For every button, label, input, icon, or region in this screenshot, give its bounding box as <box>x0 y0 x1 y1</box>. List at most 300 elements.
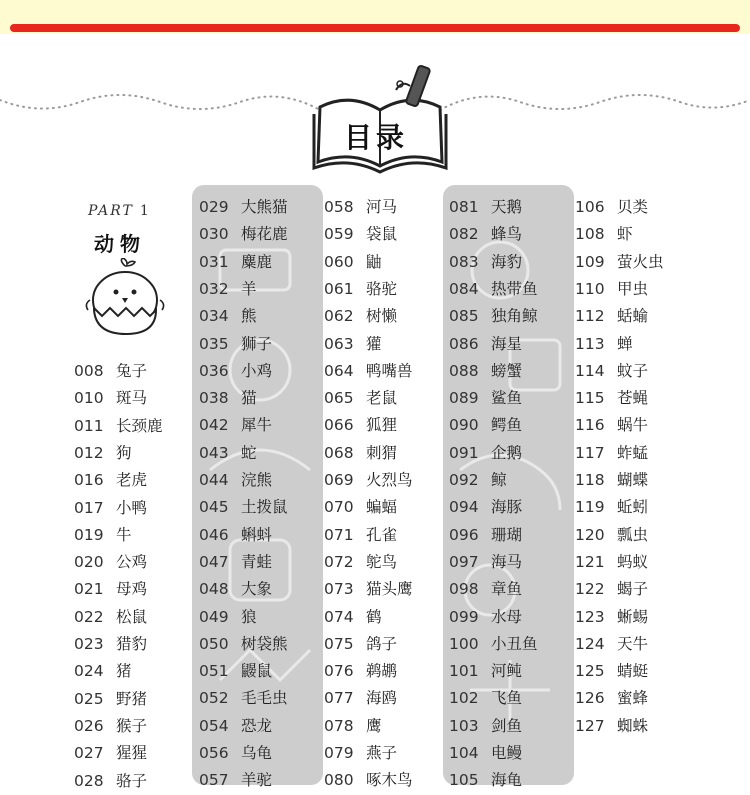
toc-entry <box>74 440 132 467</box>
toc-entry <box>575 494 648 521</box>
toc-entry <box>575 303 648 330</box>
toc-entry <box>324 576 413 603</box>
toc-page-number: 112 <box>575 307 605 326</box>
toc-entry <box>575 467 648 494</box>
toc-page-number: 102 <box>449 689 479 708</box>
toc-entry-title: 章鱼 <box>491 580 523 599</box>
toc-entry-title: 独角鲸 <box>491 307 538 326</box>
toc-entry-title: 土拨鼠 <box>241 498 288 517</box>
toc-entry-title: 猪 <box>116 662 132 681</box>
toc-page-number: 022 <box>74 607 104 626</box>
toc-entry-title: 猎豹 <box>116 635 148 653</box>
toc-entry-title: 老虎 <box>116 471 148 490</box>
toc-entry <box>74 413 163 440</box>
toc-entry <box>575 276 648 303</box>
toc-entry-title: 天鹅 <box>491 198 523 216</box>
toc-entry-title: 蜂鸟 <box>491 225 523 244</box>
toc-entry-title: 燕子 <box>366 744 398 762</box>
toc-entry <box>449 385 522 412</box>
toc-entry <box>324 713 382 740</box>
toc-page-number: 026 <box>74 716 104 735</box>
toc-entry <box>449 276 538 303</box>
toc-page-number: 050 <box>199 634 229 653</box>
toc-entry-title: 蜻蜓 <box>617 662 649 681</box>
toc-entry <box>575 221 633 248</box>
toc-entry <box>199 412 272 439</box>
toc-entry-title: 海豚 <box>491 498 523 517</box>
toc-entry <box>74 631 147 658</box>
toc-entry <box>324 604 382 631</box>
toc-page-number: 123 <box>575 607 605 626</box>
toc-entry <box>324 740 397 767</box>
toc-page-number: 086 <box>449 334 479 353</box>
toc-entry <box>575 576 648 603</box>
toc-page-number: 120 <box>575 525 605 544</box>
toc-page-number: 065 <box>324 389 354 408</box>
toc-page-number: 075 <box>324 634 354 653</box>
toc-entry <box>74 358 147 385</box>
toc-entry-title: 恐龙 <box>241 716 273 735</box>
toc-entry <box>74 385 147 412</box>
toc-page-number: 069 <box>324 471 354 489</box>
toc-entry-title: 蝎子 <box>617 580 649 599</box>
toc-page-number: 068 <box>324 443 354 462</box>
toc-entry <box>575 549 648 576</box>
toc-entry-title: 瓢虫 <box>617 525 649 544</box>
toc-entry-title: 松鼠 <box>116 607 148 626</box>
toc-entry <box>324 194 397 221</box>
toc-page-number: 117 <box>575 443 605 462</box>
toc-entry <box>199 440 257 467</box>
toc-page-number: 078 <box>324 716 354 735</box>
toc-page-number: 072 <box>324 552 354 571</box>
toc-page-number: 082 <box>449 225 479 244</box>
toc-page-number: 027 <box>74 744 104 763</box>
toc-entry <box>575 331 633 358</box>
toc-page-number: 045 <box>199 498 229 517</box>
toc-page-number: 089 <box>449 389 479 408</box>
toc-entry <box>449 303 538 330</box>
toc-entry <box>74 713 147 740</box>
toc-entry <box>575 685 648 712</box>
toc-entry-title: 蜘蛛 <box>617 716 649 735</box>
toc-page-number: 010 <box>74 389 104 408</box>
part-word: PART <box>88 203 134 219</box>
toc-entry-title: 狗 <box>116 443 132 462</box>
toc-entry <box>74 495 147 522</box>
toc-entry-title: 电鳗 <box>491 744 523 762</box>
toc-entry <box>449 412 522 439</box>
toc-page-number: 017 <box>74 498 104 517</box>
toc-page-number: 048 <box>199 580 229 599</box>
toc-entry <box>449 658 522 685</box>
toc-entry <box>324 303 397 330</box>
toc-page-number: 042 <box>199 416 229 435</box>
toc-page-number: 104 <box>449 744 479 762</box>
toc-page-number: 051 <box>199 662 229 681</box>
toc-entry-title: 海豹 <box>491 252 523 271</box>
toc-entry-title: 蚯蚓 <box>617 498 649 517</box>
toc-entry <box>324 522 397 549</box>
toc-page-number: 127 <box>575 716 605 735</box>
toc-entry-title: 大象 <box>241 580 273 599</box>
toc-entry <box>199 767 272 794</box>
toc-page-number: 077 <box>324 689 354 708</box>
toc-entry-title: 水母 <box>491 607 523 626</box>
toc-page-number: 031 <box>199 252 229 271</box>
toc-page-number: 024 <box>74 662 104 681</box>
toc-page-number: 016 <box>74 471 104 490</box>
toc-page-number: 100 <box>449 634 479 653</box>
toc-entry-title: 飞鱼 <box>491 689 523 708</box>
toc-entry-title: 犀牛 <box>241 416 273 435</box>
toc-page-number: 038 <box>199 389 229 408</box>
toc-entry <box>449 685 522 712</box>
toc-entry <box>575 440 648 467</box>
toc-page-number: 060 <box>324 252 354 271</box>
toc-entry-title: 蚊子 <box>617 361 649 380</box>
toc-entry <box>575 249 664 276</box>
toc-page-number: 011 <box>74 416 104 435</box>
toc-page-number: 121 <box>575 552 605 571</box>
toc-page-number: 085 <box>449 307 479 326</box>
toc-entry-title: 鸵鸟 <box>366 552 398 571</box>
toc-entry-title: 苍蝇 <box>617 389 649 408</box>
toc-page-number: 105 <box>449 771 479 790</box>
toc-entry <box>324 658 397 685</box>
toc-entry <box>74 467 147 494</box>
toc-entry-title: 蚱蜢 <box>617 443 649 462</box>
toc-entry-title: 鼹鼠 <box>241 662 273 681</box>
toc-entry <box>324 631 397 658</box>
toc-entry-title: 海鸥 <box>366 689 398 708</box>
toc-entry <box>199 276 257 303</box>
toc-entry-title: 热带鱼 <box>491 279 538 298</box>
toc-entry-title: 蚂蚁 <box>617 552 649 571</box>
toc-entry <box>449 549 522 576</box>
toc-entry-title: 大熊猫 <box>241 198 288 216</box>
toc-page-number: 049 <box>199 607 229 626</box>
toc-page-number: 083 <box>449 252 479 271</box>
toc-page-number: 035 <box>199 334 229 353</box>
toc-entry-title: 蝙蝠 <box>366 498 398 517</box>
toc-entry <box>575 194 648 221</box>
toc-entry-title: 蜥蜴 <box>617 607 649 626</box>
toc-entry <box>199 249 272 276</box>
toc-page-number: 029 <box>199 198 229 216</box>
toc-entry <box>449 440 522 467</box>
toc-entry <box>74 686 147 713</box>
toc-entry-title: 老鼠 <box>366 389 398 408</box>
toc-entry <box>575 358 648 385</box>
toc-page-number: 052 <box>199 689 229 708</box>
toc-page-number: 062 <box>324 307 354 326</box>
toc-entry-title: 蜗牛 <box>617 416 649 435</box>
toc-entry-title: 树袋熊 <box>241 634 288 653</box>
toc-page-number: 116 <box>575 416 605 435</box>
toc-page-number: 064 <box>324 361 354 380</box>
toc-entry-title: 贝类 <box>617 198 649 216</box>
toc-entry-title: 啄木鸟 <box>366 771 413 790</box>
toc-page-number: 074 <box>324 607 354 626</box>
toc-entry <box>575 604 648 631</box>
toc-entry <box>199 713 272 740</box>
toc-page-number: 094 <box>449 498 479 517</box>
toc-entry-title: 狼 <box>241 607 257 626</box>
toc-entry-title: 狐狸 <box>366 416 398 435</box>
toc-page-number: 058 <box>324 198 354 216</box>
toc-entry-title: 兔子 <box>116 362 148 380</box>
toc-page-number: 028 <box>74 771 104 790</box>
toc-page-number: 090 <box>449 416 479 435</box>
toc-entry-title: 蝴蝶 <box>617 471 649 489</box>
toc-entry-title: 海星 <box>491 334 523 353</box>
toc-entry <box>324 494 397 521</box>
toc-entry-title: 螃蟹 <box>491 361 523 380</box>
toc-entry-title: 猫头鹰 <box>366 580 413 599</box>
toc-entry <box>199 604 257 631</box>
toc-entry-title: 斑马 <box>116 389 148 408</box>
toc-entry-title: 甲虫 <box>617 279 649 298</box>
top-red-line <box>10 24 740 32</box>
toc-page-number: 091 <box>449 443 479 462</box>
toc-page-number: 056 <box>199 744 229 762</box>
toc-entry-title: 公鸡 <box>116 553 148 572</box>
toc-entry-title: 牛 <box>116 525 132 544</box>
toc-entry <box>74 740 147 767</box>
toc-page-number: 126 <box>575 689 605 708</box>
toc-page-number: 115 <box>575 389 605 408</box>
toc-entry <box>575 631 648 658</box>
toc-entry <box>449 631 538 658</box>
toc-page-number: 030 <box>199 225 229 244</box>
toc-page-number: 057 <box>199 771 229 790</box>
toc-entry-title: 小鸡 <box>241 361 273 380</box>
toc-entry <box>324 685 397 712</box>
toc-entry-title: 蝉 <box>617 334 633 353</box>
toc-entry <box>449 522 522 549</box>
toc-entry-title: 刺猬 <box>366 443 398 462</box>
toc-page-number: 034 <box>199 307 229 326</box>
toc-entry <box>199 221 288 248</box>
toc-entry-title: 浣熊 <box>241 471 273 489</box>
toc-page-number: 092 <box>449 471 479 489</box>
toc-page-number: 047 <box>199 552 229 571</box>
category-title: 动物 <box>94 232 146 256</box>
toc-entry <box>324 358 413 385</box>
toc-page-number: 020 <box>74 553 104 572</box>
toc-entry <box>324 249 382 276</box>
toc-page-number: 019 <box>74 525 104 544</box>
toc-page-number: 109 <box>575 252 605 271</box>
toc-page-number: 113 <box>575 334 605 353</box>
toc-page-number: 088 <box>449 361 479 380</box>
toc-entry-title: 鸭嘴兽 <box>366 361 413 380</box>
toc-page-number: 063 <box>324 334 354 353</box>
toc-entry-title: 鲨鱼 <box>491 389 523 408</box>
toc-entry-title: 骆驼 <box>366 279 398 298</box>
toc-entry-title: 鹰 <box>366 716 382 735</box>
toc-page-number: 023 <box>74 635 104 653</box>
toc-page-number: 081 <box>449 198 479 216</box>
toc-page-number: 098 <box>449 580 479 599</box>
toc-entry <box>74 576 147 603</box>
toc-entry-title: 鲸 <box>491 471 507 489</box>
toc-entry <box>575 522 648 549</box>
toc-entry-title: 海龟 <box>491 771 523 790</box>
toc-entry-title: 野猪 <box>116 689 148 708</box>
toc-entry-title: 青蛙 <box>241 552 273 571</box>
toc-entry <box>449 576 522 603</box>
page-title: 目录 <box>344 121 409 154</box>
toc-entry <box>449 713 522 740</box>
toc-entry <box>199 194 288 221</box>
toc-entry <box>324 331 382 358</box>
toc-entry <box>199 385 257 412</box>
toc-entry <box>449 358 522 385</box>
toc-page-number: 059 <box>324 225 354 244</box>
toc-entry <box>324 276 397 303</box>
toc-entry-title: 熊 <box>241 307 257 326</box>
toc-entry-title: 火烈鸟 <box>366 471 413 489</box>
toc-entry-title: 蝌蚪 <box>241 525 273 544</box>
toc-page-number: 101 <box>449 662 479 681</box>
toc-entry <box>449 221 522 248</box>
part-number: 1 <box>139 203 151 219</box>
toc-entry-title: 长颈鹿 <box>116 416 163 435</box>
toc-page-number: 036 <box>199 361 229 380</box>
toc-entry-title: 鼬 <box>366 252 382 271</box>
toc-entry <box>199 658 272 685</box>
toc-page-number: 079 <box>324 744 354 762</box>
toc-entry <box>199 740 272 767</box>
toc-entry-title: 剑鱼 <box>491 716 523 735</box>
toc-entry <box>74 604 147 631</box>
toc-page-number: 096 <box>449 525 479 544</box>
toc-entry-title: 蛇 <box>241 443 257 462</box>
header-book-illustration <box>300 62 460 182</box>
toc-entry-title: 羊 <box>241 279 257 298</box>
part-label <box>88 203 151 219</box>
toc-page-number: 076 <box>324 662 354 681</box>
toc-entry <box>199 522 272 549</box>
toc-entry <box>199 631 288 658</box>
toc-page-number: 103 <box>449 716 479 735</box>
toc-entry <box>199 303 257 330</box>
toc-entry-title: 虾 <box>617 225 633 244</box>
toc-entry-title: 企鹅 <box>491 443 523 462</box>
toc-entry <box>575 412 648 439</box>
toc-entry-title: 袋鼠 <box>366 225 398 244</box>
toc-entry <box>324 767 413 794</box>
toc-page-number: 124 <box>575 634 605 653</box>
chick-in-egg-icon <box>80 258 170 338</box>
toc-entry-title: 羊驼 <box>241 771 273 790</box>
toc-entry-title: 河鲀 <box>491 662 523 681</box>
toc-entry-title: 鹤 <box>366 607 382 626</box>
toc-page-number: 043 <box>199 443 229 462</box>
toc-page-number: 080 <box>324 771 354 790</box>
toc-entry <box>324 440 397 467</box>
toc-entry <box>74 658 132 685</box>
toc-entry <box>449 194 522 221</box>
toc-entry-title: 猴子 <box>116 716 148 735</box>
toc-entry <box>199 467 272 494</box>
toc-entry-title: 麋鹿 <box>241 252 273 271</box>
toc-entry-title: 萤火虫 <box>617 252 664 271</box>
toc-entry-title: 獾 <box>366 334 382 353</box>
toc-page-number: 119 <box>575 498 605 517</box>
toc-entry-title: 鹈鹕 <box>366 662 398 681</box>
toc-page-number: 046 <box>199 525 229 544</box>
toc-page-number: 008 <box>74 362 104 380</box>
toc-page-number: 097 <box>449 552 479 571</box>
toc-entry <box>449 467 507 494</box>
toc-entry-title: 小丑鱼 <box>491 634 538 653</box>
toc-page-number: 106 <box>575 198 605 216</box>
toc-page-number: 025 <box>74 689 104 708</box>
toc-entry <box>575 713 648 740</box>
toc-entry-title: 蜜蜂 <box>617 689 649 708</box>
toc-page-number: 118 <box>575 471 605 489</box>
toc-page-number: 125 <box>575 662 605 681</box>
toc-page-number: 108 <box>575 225 605 244</box>
toc-page-number: 099 <box>449 607 479 626</box>
toc-entry-title: 鳄鱼 <box>491 416 523 435</box>
toc-entry <box>324 385 397 412</box>
toc-entry <box>199 358 272 385</box>
toc-page-number: 084 <box>449 279 479 298</box>
toc-page-number: 021 <box>74 580 104 599</box>
toc-entry-title: 蛞蝓 <box>617 307 649 326</box>
toc-page-number: 071 <box>324 525 354 544</box>
toc-page-number: 061 <box>324 279 354 298</box>
toc-page-number: 122 <box>575 580 605 599</box>
toc-entry <box>199 331 272 358</box>
toc-page-number: 070 <box>324 498 354 517</box>
toc-entry-title: 孔雀 <box>366 525 398 544</box>
toc-entry-title: 海马 <box>491 552 523 571</box>
toc-entry-title: 珊瑚 <box>491 525 523 544</box>
toc-entry-title: 河马 <box>366 198 398 216</box>
toc-entry-title: 乌龟 <box>241 744 273 762</box>
toc-entry <box>449 740 522 767</box>
toc-entry <box>74 522 132 549</box>
toc-entry <box>74 549 147 576</box>
toc-entry-title: 梅花鹿 <box>241 225 288 244</box>
toc-page-number: 110 <box>575 279 605 298</box>
toc-entry <box>199 576 272 603</box>
toc-entry <box>449 604 522 631</box>
toc-entry-title: 猫 <box>241 389 257 408</box>
toc-entry-title: 骆子 <box>116 771 148 790</box>
toc-entry <box>324 467 413 494</box>
toc-page-number: 032 <box>199 279 229 298</box>
toc-entry-title: 毛毛虫 <box>241 689 288 708</box>
toc-entry <box>74 768 147 795</box>
toc-entry <box>324 221 397 248</box>
toc-entry-title: 母鸡 <box>116 580 148 599</box>
toc-entry <box>449 249 522 276</box>
toc-entry <box>324 549 397 576</box>
toc-page-number: 054 <box>199 716 229 735</box>
toc-entry <box>449 494 522 521</box>
toc-entry-title: 小鸭 <box>116 498 148 517</box>
toc-entry <box>575 658 648 685</box>
toc-entry <box>324 412 397 439</box>
toc-page-number: 066 <box>324 416 354 435</box>
toc-entry-title: 猩猩 <box>116 744 148 763</box>
